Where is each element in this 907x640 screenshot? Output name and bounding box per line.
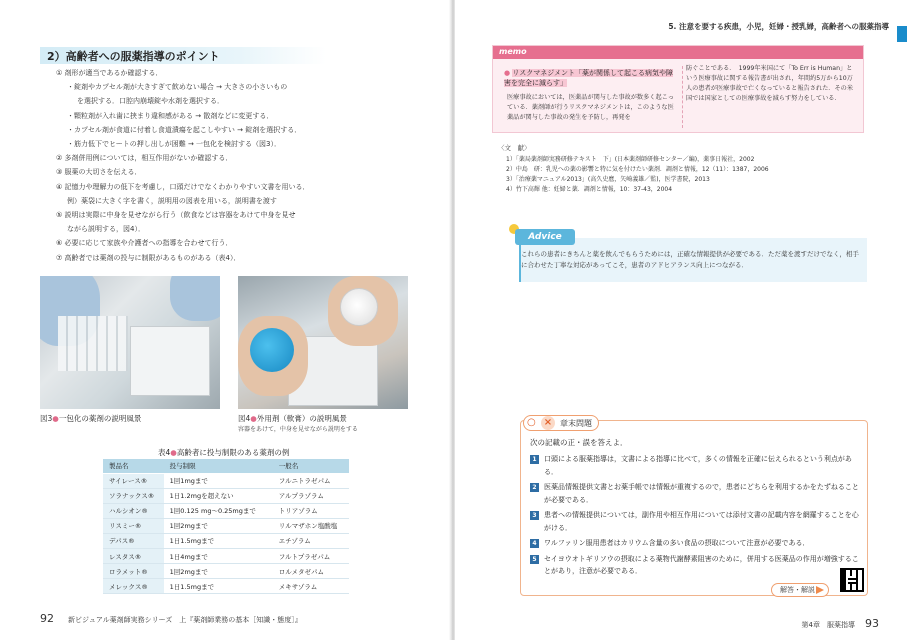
left-footer <box>40 612 302 625</box>
drug-restriction-table <box>103 459 349 594</box>
guidance-points <box>56 66 386 265</box>
memo-box <box>492 45 864 133</box>
product-name-cell: ハルシオン® <box>103 503 164 518</box>
qr-code[interactable] <box>840 568 864 592</box>
quiz-item <box>530 553 860 578</box>
quiz-number: 5 <box>530 555 539 564</box>
reference-item: 1）「薬局薬剤師実務研修テキスト 下」(日本薬剤師研修センター／編)，薬事日報社，2002 <box>506 156 755 163</box>
chapter-tab <box>897 26 907 42</box>
quiz-text: 患者への情報提供については，副作用や相互作用については添付文書の記載内容を網羅することを心がける． <box>544 511 859 532</box>
right-footer <box>802 612 879 631</box>
memo-divider <box>682 66 683 128</box>
quiz-intro: 次の記載の正・誤を答えよ． <box>530 438 628 447</box>
quiz-label: 章末問題 <box>560 419 592 428</box>
page-number: 92 <box>40 612 54 625</box>
generic-name-cell: メキサゾラム <box>273 579 349 594</box>
figure-4-caption <box>238 413 347 424</box>
point-line: ・筋力低下でヒートの押し出しが困難 → 一包化を検討する（図3）． <box>67 140 281 149</box>
table-row <box>103 503 349 518</box>
figure-label: 図4 <box>238 414 251 423</box>
medicine-tray <box>58 316 128 371</box>
cross-icon: × <box>541 416 555 430</box>
references-title: 〈文 献〉 <box>498 144 531 152</box>
ointment-lid <box>250 328 294 372</box>
answer-explanation-button[interactable] <box>771 583 829 597</box>
section-title: 2）高齢者への服薬指導のポイント <box>47 50 220 63</box>
generic-name-cell: ロルメタゼパム <box>273 564 349 579</box>
point-line: ① 剤形が適当であるか確認する． <box>56 69 163 77</box>
point-line: ⑦ 高齢者では薬剤の投与に制限があるものがある（表4）． <box>56 253 241 262</box>
bullet-icon: ● <box>52 414 59 423</box>
generic-name-cell: フルニトラゼパム <box>273 473 349 488</box>
quiz-number: 3 <box>530 511 539 520</box>
reference-item: 4）竹下高輝 他：妊婦と薬．調剤と情報，10：37-43，2004 <box>506 186 673 193</box>
generic-name-cell: トリアゾラム <box>273 503 349 518</box>
product-name-cell: ソラナックス® <box>103 488 164 503</box>
table-row <box>103 564 349 579</box>
memo-risk-title <box>504 68 679 88</box>
point-line: を選択する．口腔内崩壊錠や水剤を選択する． <box>77 97 224 106</box>
restriction-cell: 1回1mgまで <box>164 473 273 488</box>
restriction-cell: 1日1.2mgを超えない <box>164 488 273 503</box>
memo-label: memo <box>499 47 527 56</box>
generic-name-cell: エチゾラム <box>273 533 349 548</box>
page-number: 93 <box>865 617 879 630</box>
answer-label: 解答・解説 <box>780 586 815 594</box>
running-head: 5. 注意を要する疾患，小児，妊婦・授乳婦，高齢者への服薬指導 <box>668 22 889 31</box>
table-row <box>103 548 349 563</box>
generic-name-cell: リルマザホン塩酸塩 <box>273 518 349 533</box>
product-name-cell: ロラメット® <box>103 564 164 579</box>
quiz-text: 口頭による服薬指導は，文書による指導に比べて，多くの情報を正確に伝えられるという利点がある． <box>544 455 852 476</box>
table-row <box>103 488 349 503</box>
memo-risk-text: リスクマネジメント「薬が関係して起こる病気や障害を完全に減らす」 <box>504 69 673 87</box>
table-4-title <box>158 447 289 458</box>
figure-3-photo <box>40 276 220 409</box>
figure-3-caption <box>40 413 141 424</box>
restriction-cell: 1回2mgまで <box>164 564 273 579</box>
product-name-cell: サイレース® <box>103 473 164 488</box>
restriction-cell: 1日1.5mgまで <box>164 579 273 594</box>
quiz-item <box>530 481 860 506</box>
caption-text: 一包化の薬剤の説明風景 <box>58 414 142 423</box>
point-line: ・カプセル剤が食道に付着し食道潰瘍を起こしやすい → 錠剤を選択する． <box>67 125 302 134</box>
chapter-label: 第4章 服薬指導 <box>801 621 855 629</box>
left-page <box>0 0 452 640</box>
point-line: ⑥ 必要に応じて家族や介護者への指導を合わせて行う． <box>56 239 233 248</box>
point-line: ⑤ 説明は実際に中身を見せながら行う（飲食などは容器をあけて中身を見せ <box>56 211 296 220</box>
memo-right-text: 防ぐことである． 1999年米国にて「To Err is Human」という医療事故に関する報告書が出され，年間約5万から10万人の患者が医療事故で亡くなっていると報告された．その米国では国家としての医療事故を減らす努力をしている． <box>686 65 854 102</box>
column-header: 製品名 <box>103 459 164 473</box>
point-line: ③ 服薬の大切さを伝える． <box>56 168 142 177</box>
generic-name-cell: フルトプラゼパム <box>273 548 349 563</box>
bullet-icon: ● <box>170 448 177 457</box>
table-title-text: 高齢者に投与制限のある薬剤の例 <box>176 448 290 457</box>
quiz-number: 4 <box>530 539 539 548</box>
quiz-number: 2 <box>530 483 539 492</box>
document-sheet <box>130 326 210 396</box>
bullet-icon: ● <box>250 414 257 423</box>
restriction-cell: 1回2mgまで <box>164 518 273 533</box>
table-row <box>103 518 349 533</box>
figure-label: 図3 <box>40 414 53 423</box>
quiz-text: 医薬品情報提供文書とお薬手帳では情報が重複するので，患者にどちらを利用するかをたずねることが必要である． <box>544 483 859 504</box>
product-name-cell: デパス® <box>103 533 164 548</box>
table-row <box>103 579 349 594</box>
ointment-jar <box>340 288 378 326</box>
reference-item: 2）中島 研：乳児への薬の影響と特に気を付けたい薬剤．調剤と情報，12（11）：1387，2006 <box>506 166 769 173</box>
column-header: 投与制限 <box>164 459 273 473</box>
figure-4-photo <box>238 276 408 409</box>
point-line: ② 多剤併用例については，相互作用がないか確認する． <box>56 154 233 163</box>
advice-text: これらの患者にきちんと薬を飲んでもらうためには，正確な情報提供が必要である．ただ薬を渡すだけでなく，相手に合わせた丁寧な対応があってこそ，患者のアドヒアランス向上につながる． <box>521 250 859 269</box>
sleeve-shape <box>170 276 220 321</box>
quiz-list <box>530 453 860 581</box>
quiz-number: 1 <box>530 455 539 464</box>
column-header: 一般名 <box>273 459 349 473</box>
reference-item: 3）「治療薬マニュアル2013」(高久史麿，矢崎義雄／監)，医学書院，2013 <box>506 176 710 183</box>
restriction-cell: 1日1.5mgまで <box>164 533 273 548</box>
caption-text: 外用剤（軟膏）の説明風景 <box>256 414 347 423</box>
references <box>498 143 858 195</box>
quiz-text: ワルファリン服用患者はカリウム含量の多い食品の摂取について注意が必要である． <box>544 539 810 547</box>
quiz-item <box>530 537 860 550</box>
product-name-cell: レスタス® <box>103 548 164 563</box>
circle-icon: ○ <box>527 417 536 428</box>
right-page <box>455 0 907 640</box>
product-name-cell: リスミー® <box>103 518 164 533</box>
point-line: 例）薬袋に大きく字を書く，説明用の図表を用いる，説明書を渡す <box>67 196 277 205</box>
table-row <box>103 533 349 548</box>
table-row <box>103 473 349 488</box>
quiz-header-tag <box>523 415 599 431</box>
memo-left-text: 医療事故においては，医薬品が関与した事故が数多く起こっている．薬剤師が行うリスクマネジメントは，このような医薬品が関与した事故の発生を予防し，再発を <box>507 94 674 121</box>
generic-name-cell: アルプラゾラム <box>273 488 349 503</box>
bullet-icon: ● <box>504 69 513 77</box>
point-line: ④ 記憶力や理解力の低下を考慮し，口頭だけでなくわかりやすい文書を用いる． <box>56 182 310 191</box>
arrow-right-icon <box>816 586 824 594</box>
product-name-cell: メレックス® <box>103 579 164 594</box>
quiz-text: セイヨウオトギリソウの摂取による薬物代謝酵素阻害のために，併用する医薬品の作用が増強することがあり，注意が必要である． <box>544 554 859 575</box>
quiz-item <box>530 509 860 534</box>
restriction-cell: 1回0.125 mg〜0.25mgまで <box>164 503 273 518</box>
point-line: ・錠剤やカプセル剤が大きすぎて飲めない場合 → 大きさの小さいもの <box>67 83 288 92</box>
point-line: ながら説明する，図4）． <box>67 225 145 234</box>
restriction-cell: 1日4mgまで <box>164 548 273 563</box>
memo-header-bar <box>493 46 863 59</box>
point-line: ・顆粒剤が入れ歯に挟まり違和感がある → 散剤などに変更する． <box>67 111 274 120</box>
figure-4-subcaption: 容器をあけて，中身を見せながら説明をする <box>238 426 358 433</box>
table-label: 表4 <box>158 448 171 457</box>
quiz-item <box>530 453 860 478</box>
advice-label: Advice <box>515 229 575 245</box>
series-title: 新ビジュアル薬剤師実務シリーズ 上『薬剤師業務の基本［知識・態度］』 <box>68 616 302 624</box>
table-header-row <box>103 459 349 473</box>
